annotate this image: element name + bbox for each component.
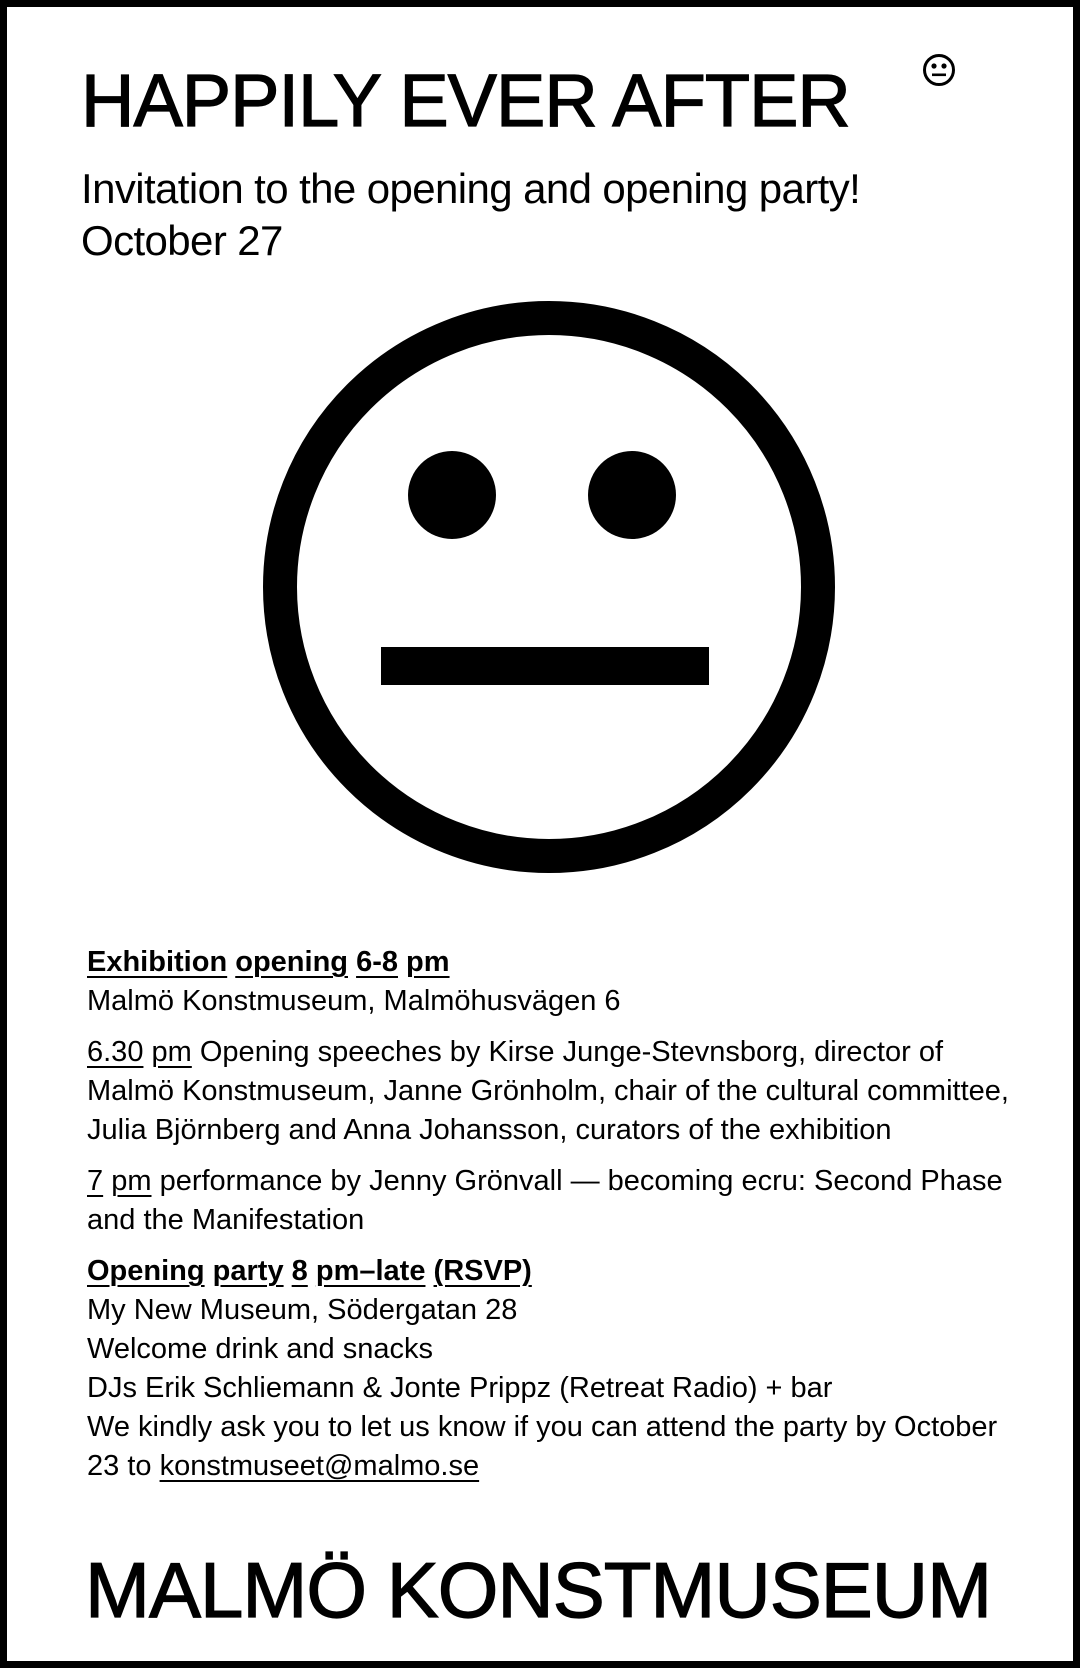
performance-paragraph xyxy=(87,1162,1027,1240)
museum-name: MALMÖ KONSTMUSEUM xyxy=(85,1546,992,1634)
neutral-face-icon xyxy=(259,297,839,877)
poster-title: HAPPILY EVER AFTER xyxy=(81,59,850,142)
heading-word: party xyxy=(212,1255,284,1287)
performance-text: performance by Jenny Grönvall — becoming ecru: Second Phase and the Manifestation xyxy=(87,1165,1003,1236)
rsvp-email-link[interactable]: konstmuseet@malmo.se xyxy=(159,1450,480,1482)
heading-word: 6-8 xyxy=(356,946,398,978)
heading-word: Opening xyxy=(87,1255,205,1287)
date-line: October 27 xyxy=(81,217,283,264)
rsvp-paragraph xyxy=(87,1408,1027,1486)
rsvp-text: We kindly ask you to let us know if you can attend the party by October 23 to xyxy=(87,1411,998,1482)
neutral-face-icon xyxy=(922,53,956,87)
heading-word: opening xyxy=(235,946,348,978)
heading-word: pm xyxy=(406,946,450,978)
speeches-time: 6.30 xyxy=(87,1036,144,1068)
subtitle xyxy=(81,163,860,267)
invitation-line: Invitation to the opening and opening party! xyxy=(81,165,861,212)
party-heading xyxy=(87,1252,1027,1291)
exhibition-location: Malmö Konstmuseum, Malmöhusvägen 6 xyxy=(87,985,621,1017)
exhibition-heading xyxy=(87,943,1027,982)
heading-word: Exhibition xyxy=(87,946,228,978)
heading-word: (RSVP) xyxy=(433,1255,532,1287)
heading-word: 8 xyxy=(291,1255,308,1287)
right-eye xyxy=(588,451,676,539)
mouth xyxy=(381,647,709,685)
heading-word: pm–late xyxy=(315,1255,426,1287)
left-eye xyxy=(408,451,496,539)
party-location: My New Museum, Södergatan 28 xyxy=(87,1294,518,1326)
performance-time: 7 xyxy=(87,1165,104,1197)
party-djs: DJs Erik Schliemann & Jonte Prippz (Retreat Radio) + bar xyxy=(87,1372,833,1404)
performance-time-unit: pm xyxy=(111,1165,152,1197)
speeches-time-unit: pm xyxy=(151,1036,192,1068)
party-drinks: Welcome drink and snacks xyxy=(87,1333,434,1365)
event-details xyxy=(87,943,1027,1486)
speeches-text: Opening speeches by Kirse Junge-Stevnsborg, director of Malmö Konstmuseum, Janne Grönholm, chair of the cultural committee, Julia Björnberg and Anna Johansson, curators of the exhibition xyxy=(87,1036,1009,1146)
speeches-paragraph xyxy=(87,1033,1027,1150)
title-block xyxy=(81,59,850,149)
